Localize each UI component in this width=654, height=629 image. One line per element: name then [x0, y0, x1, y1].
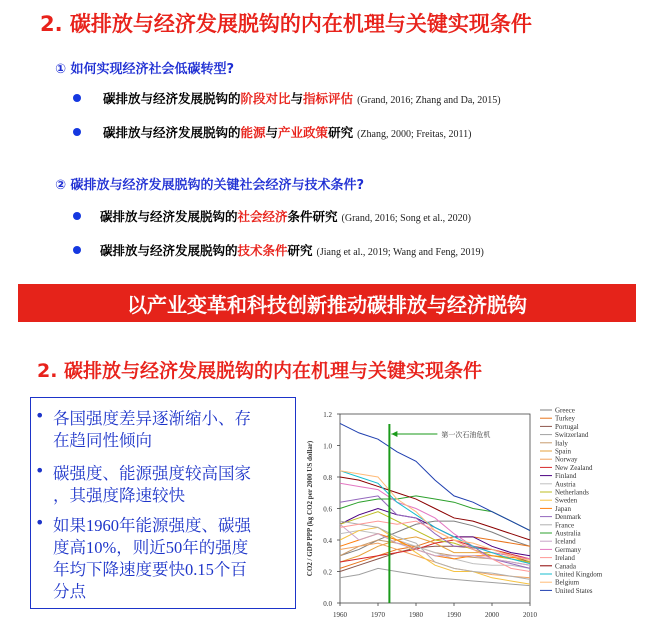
- y-tick-label: 0.2: [323, 568, 332, 577]
- y-tick-label: 0.8: [323, 474, 332, 482]
- box-line: 分点: [53, 582, 86, 601]
- item-text: 与: [265, 125, 279, 140]
- summary-box: [30, 397, 296, 609]
- item-highlight: 产业政策: [278, 125, 329, 140]
- list-item: [100, 207, 471, 225]
- bullet-dot: •: [35, 513, 45, 532]
- citation: (Grand, 2016; Zhang and Da, 2015): [357, 95, 501, 106]
- item-text: 碳排放与经济发展脱钩的: [100, 209, 238, 224]
- box-line: 碳强度、能源强度较高国家: [53, 464, 251, 483]
- item-text: 研究: [328, 125, 354, 140]
- legend-label: Italy: [555, 439, 568, 448]
- legend-label: Japan: [555, 504, 571, 513]
- y-tick-label: 1.0: [323, 442, 332, 451]
- legend-label: Netherlands: [555, 488, 589, 497]
- series-line: [340, 471, 530, 561]
- legend-label: Portugal: [555, 422, 579, 431]
- list-item: [103, 89, 501, 107]
- item-text: 研究: [287, 243, 313, 258]
- x-tick-label: 1960: [333, 611, 347, 619]
- section2-title: 2. 碳排放与经济发展脱钩的内在机理与关键实现条件: [37, 360, 483, 382]
- legend-label: Finland: [555, 472, 577, 481]
- section1-title: 2. 碳排放与经济发展脱钩的内在机理与关键实现条件: [40, 12, 532, 36]
- legend-label: Australia: [555, 529, 581, 538]
- bullet-dot: [73, 246, 81, 254]
- item-highlight: 指标评估: [303, 91, 354, 106]
- legend-label: Germany: [555, 545, 582, 554]
- series-line: [340, 568, 530, 585]
- item-text: 与: [290, 91, 304, 106]
- bullet-dot: •: [35, 406, 45, 425]
- conclusion-banner: 以产业变革和科技创新推动碳排放与经济脱钩: [18, 284, 636, 322]
- legend-label: United States: [555, 586, 593, 595]
- series-line: [340, 521, 530, 579]
- y-axis-label: CO2 / GDP PPP (kg CO2 per 2000 US dollar): [306, 440, 314, 577]
- x-tick-label: 2000: [485, 611, 499, 619]
- legend-label: Denmark: [555, 513, 582, 522]
- item-text: 碳排放与经济发展脱钩的: [103, 91, 241, 106]
- y-tick-label: 0.6: [323, 505, 332, 514]
- item-highlight: 能源: [240, 125, 266, 140]
- bullet-dot: [73, 94, 81, 102]
- box-line: 度高10%，则近50年的强度: [53, 538, 249, 557]
- question-2: ② 碳排放与经济发展脱钩的关键社会经济与技术条件?: [55, 178, 365, 193]
- legend-label: United Kingdom: [555, 570, 603, 579]
- chart-container: [300, 400, 654, 625]
- item-text: 碳排放与经济发展脱钩的: [103, 125, 241, 140]
- legend-label: Norway: [555, 455, 578, 464]
- box-line: 年均下降速度要快0.15个百: [53, 560, 247, 579]
- annotation-arrowhead: [391, 431, 397, 437]
- legend-label: New Zealand: [555, 463, 593, 472]
- legend-label: France: [555, 521, 575, 530]
- y-tick-label: 1.2: [323, 411, 332, 419]
- citation: (Grand, 2016; Song et al., 2020): [341, 213, 471, 224]
- x-tick-label: 2010: [523, 611, 537, 619]
- box-line: 各国强度差异逐渐缩小、存: [53, 409, 251, 428]
- legend-label: Ireland: [555, 554, 575, 563]
- legend-label: Iceland: [555, 537, 576, 546]
- annotation-label: 第一次石油危机: [441, 431, 491, 439]
- legend-label: Switzerland: [555, 431, 589, 440]
- legend-label: Turkey: [555, 414, 575, 423]
- legend-label: Belgium: [555, 578, 580, 587]
- bullet-dot: [73, 212, 81, 220]
- y-tick-label: 0.0: [323, 600, 332, 608]
- box-line: 在趋同性倾向: [53, 431, 152, 450]
- bullet-dot: [73, 128, 81, 136]
- list-item: [100, 241, 484, 259]
- co2-intensity-chart: [300, 400, 654, 625]
- question-1: ① 如何实现经济社会低碳转型?: [55, 62, 235, 77]
- box-line: 如果1960年能源强度、碳强: [53, 516, 251, 535]
- legend-label: Sweden: [555, 496, 578, 505]
- item-text: 碳排放与经济发展脱钩的: [100, 243, 238, 258]
- item-highlight: 阶段对比: [240, 91, 291, 106]
- item-highlight: 社会经济: [237, 209, 288, 224]
- box-line: ，其强度降速较快: [53, 486, 185, 505]
- y-tick-label: 0.4: [323, 537, 332, 545]
- x-tick-label: 1970: [371, 611, 385, 619]
- citation: (Jiang et al., 2019; Wang and Feng, 2019): [316, 247, 484, 258]
- list-item: [103, 123, 471, 141]
- legend-label: Spain: [555, 447, 571, 456]
- item-text: 条件研究: [287, 209, 338, 224]
- legend-label: Canada: [555, 562, 576, 571]
- x-tick-label: 1990: [447, 611, 461, 619]
- x-tick-label: 1980: [409, 611, 423, 619]
- citation: (Zhang, 2000; Freitas, 2011): [357, 129, 472, 140]
- legend-label: Austria: [555, 480, 576, 489]
- bullet-dot: •: [35, 461, 45, 480]
- series-line: [340, 537, 530, 564]
- legend-label: Greece: [555, 406, 575, 415]
- item-highlight: 技术条件: [237, 243, 288, 258]
